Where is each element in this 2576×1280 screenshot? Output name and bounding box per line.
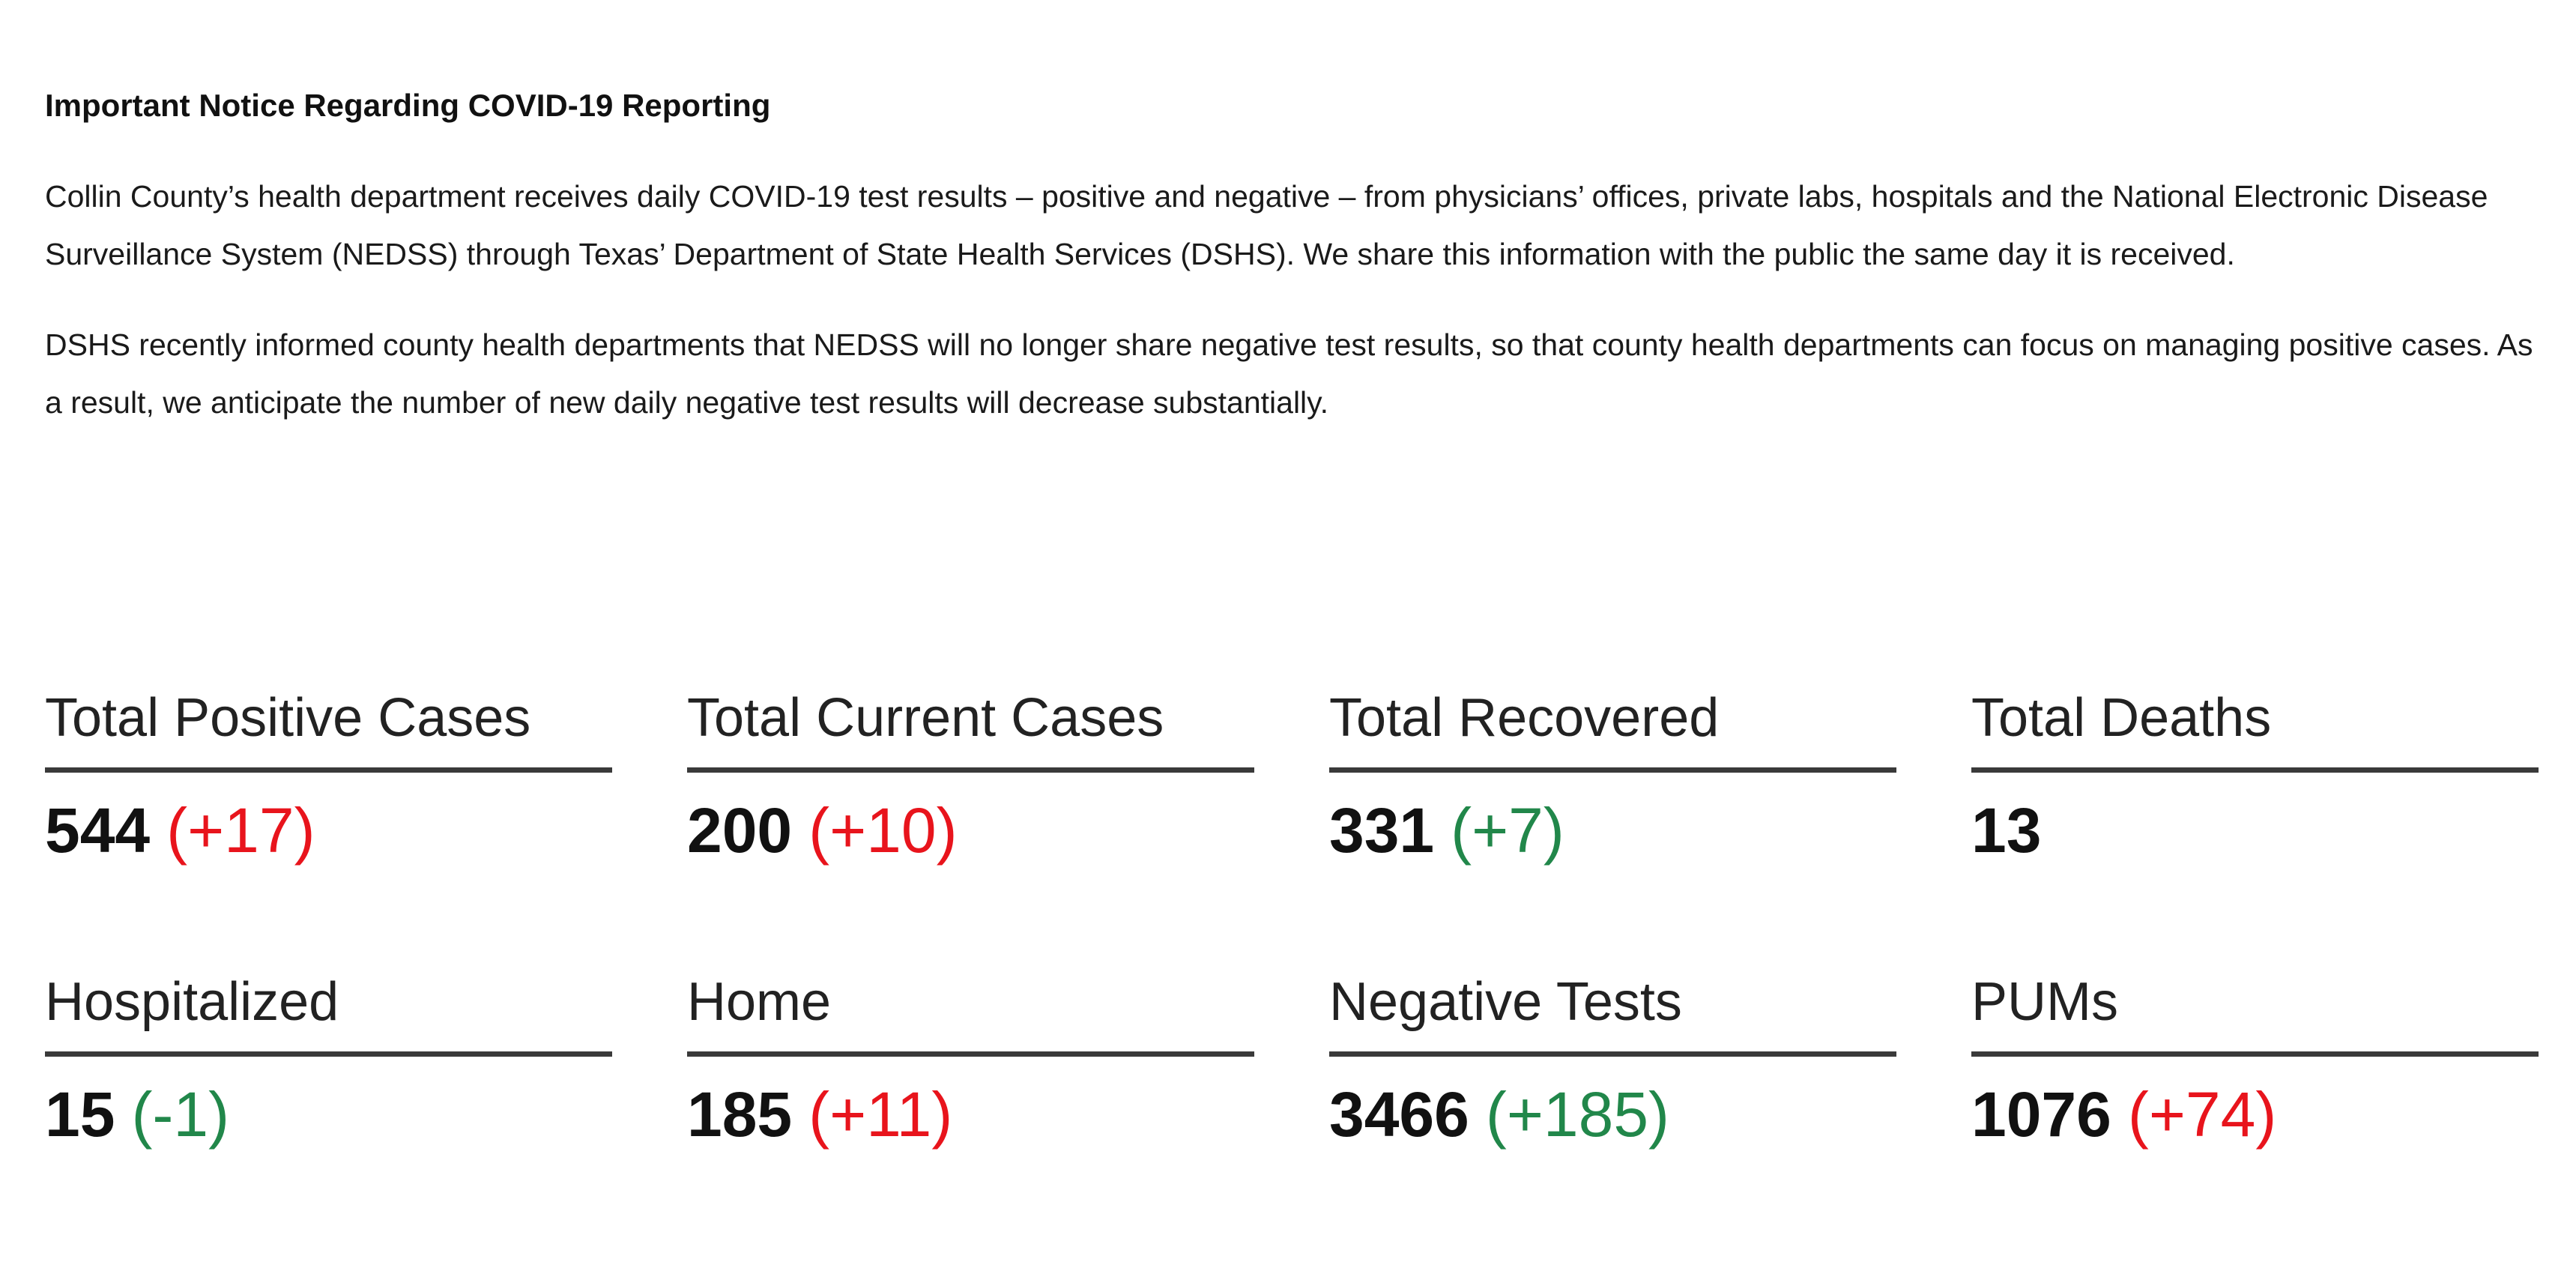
notice-title: Important Notice Regarding COVID-19 Reporting — [45, 88, 771, 123]
stat-value: 185 — [687, 1079, 793, 1150]
stat-total-current-cases — [687, 683, 1254, 872]
stat-change: (+185) — [1485, 1079, 1670, 1150]
stat-label: Negative Tests — [1329, 967, 1896, 1057]
stat-total-recovered — [1329, 683, 1896, 872]
stats-section — [45, 683, 2540, 1156]
stat-label: Total Positive Cases — [45, 683, 612, 773]
stat-value-line — [1971, 789, 2539, 872]
stat-change: (+11) — [808, 1079, 953, 1150]
notice-paragraph-2: DSHS recently informed county health departments that NEDSS will no longer share negative test results, so that county health departments can focus on managing positive cases. As a result, we anticipate the number of new daily negative test results will decrease substantially. — [45, 327, 2533, 420]
stat-value: 200 — [687, 795, 793, 866]
notice-section — [45, 81, 2540, 465]
stat-change: (+17) — [166, 795, 315, 866]
stat-label: Total Recovered — [1329, 683, 1896, 773]
stat-value-line — [1971, 1073, 2539, 1156]
stat-value-line — [1329, 1073, 1896, 1156]
stat-value-line — [687, 789, 1254, 872]
stat-total-positive-cases — [45, 683, 612, 872]
stat-label: Home — [687, 967, 1254, 1057]
stat-label: Total Current Cases — [687, 683, 1254, 773]
stats-row-1 — [45, 683, 2540, 872]
stat-change: (+74) — [2127, 1079, 2277, 1150]
stat-value: 1076 — [1971, 1079, 2111, 1150]
stat-negative-tests — [1329, 967, 1896, 1156]
stat-total-deaths — [1971, 683, 2539, 872]
stat-value: 13 — [1971, 795, 2042, 866]
stat-hospitalized — [45, 967, 612, 1156]
stat-value-line — [45, 1073, 612, 1156]
stat-change: (-1) — [131, 1079, 230, 1150]
stat-value-line — [45, 789, 612, 872]
stat-value: 15 — [45, 1079, 115, 1150]
stat-home — [687, 967, 1254, 1156]
notice-paragraph-1: Collin County’s health department receives daily COVID-19 test results – positive and negative – from physicians’ offices, private labs, hospitals and the National Electronic Disease Surveillance System (NEDSS) through Texas’ Department of State Health Services (DSHS). We share this information with the public the same day it is received. — [45, 179, 2488, 271]
stat-value-line — [1329, 789, 1896, 872]
stat-value: 331 — [1329, 795, 1435, 866]
stat-change: (+10) — [808, 795, 958, 866]
stat-label: PUMs — [1971, 967, 2539, 1057]
stat-value: 544 — [45, 795, 151, 866]
stats-row-2 — [45, 967, 2540, 1156]
stat-change: (+7) — [1451, 795, 1564, 866]
stat-value-line — [687, 1073, 1254, 1156]
stat-pums — [1971, 967, 2539, 1156]
stat-value: 3466 — [1329, 1079, 1469, 1150]
stat-label: Hospitalized — [45, 967, 612, 1057]
stat-label: Total Deaths — [1971, 683, 2539, 773]
